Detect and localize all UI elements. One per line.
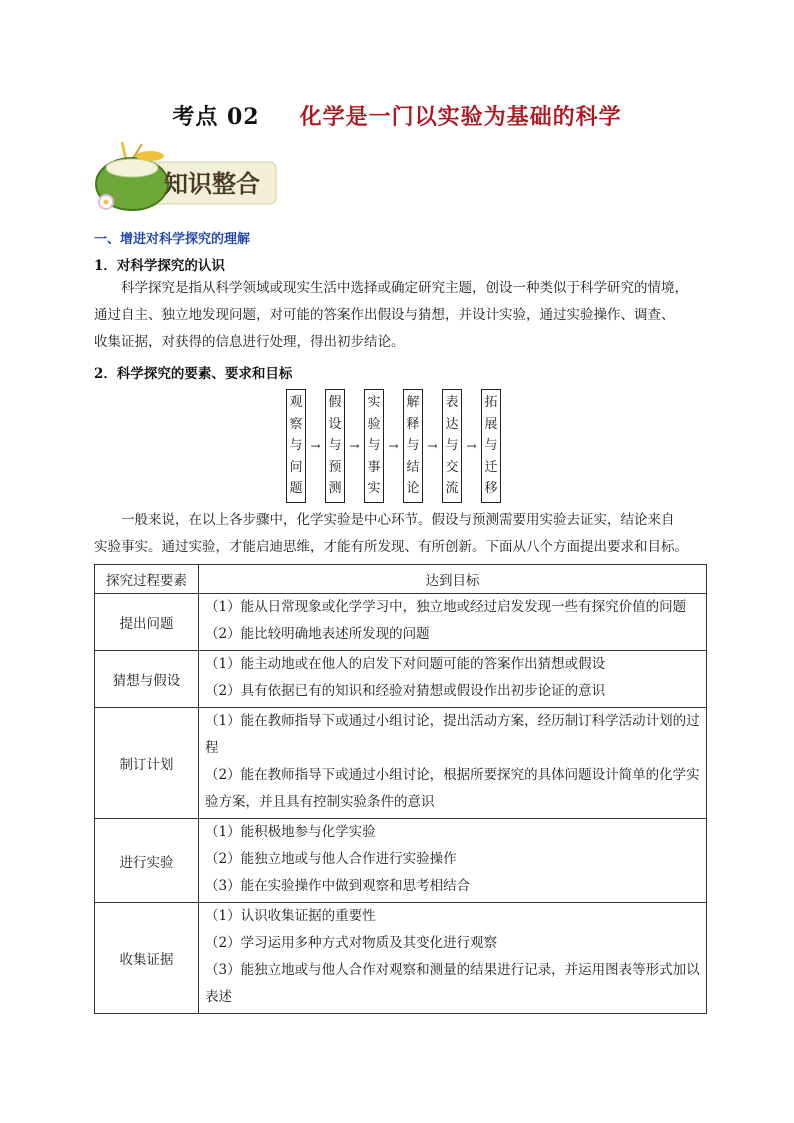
title-main: 化学是一门以实验为基础的科学	[299, 104, 622, 130]
target-item: （3）能独立地或与他人合作对观察和测量的结果进行记录，并运用图表等形式加以表述	[205, 962, 700, 1005]
element-cell: 收集证据	[95, 903, 199, 1014]
target-item: （2）能独立地或与他人合作进行实验操作	[205, 851, 457, 867]
target-item: （2）学习运用多种方式对物质及其变化进行观察	[205, 935, 498, 951]
target-item: （1）能主动地或在他人的启发下对问题可能的答案作出猜想或假设	[205, 656, 606, 672]
column-header: 达到目标	[199, 565, 707, 594]
knowledge-badge	[92, 140, 282, 216]
badge-text: 知识整合	[164, 170, 260, 198]
flow-step-experiment: 实 验 与 事 实	[364, 389, 384, 503]
subsection-heading-1: 1．对科学探究的认识	[94, 258, 225, 274]
target-item: （1）能在教师指导下或通过小组讨论，提出活动方案，经历制订科学活动计划的过程	[205, 713, 700, 756]
page-title	[0, 100, 794, 131]
table-header-row	[95, 565, 707, 594]
table-row	[95, 594, 707, 651]
flow-arrow-icon: →	[427, 438, 438, 453]
flow-arrow-icon: →	[466, 438, 477, 453]
table-row	[95, 819, 707, 903]
paragraph-2	[94, 507, 706, 561]
flow-arrow-icon: →	[388, 438, 399, 453]
subsection-heading-2: 2．科学探究的要素、要求和目标	[94, 366, 293, 382]
inquiry-goals-table	[94, 564, 707, 1014]
targets-cell	[199, 819, 707, 903]
inquiry-flow-diagram	[286, 389, 501, 503]
table-row	[95, 651, 707, 708]
targets-cell	[199, 708, 707, 819]
flow-step-hypothesize: 假 设 与 预 测	[325, 389, 345, 503]
targets-cell	[199, 651, 707, 708]
target-item: （1）认识收集证据的重要性	[205, 908, 376, 924]
target-item: （2）能在教师指导下或通过小组讨论，根据所要探究的具体问题设计简单的化学实验方案，并且具有控制实验条件的意识	[205, 767, 700, 810]
target-item: （2）具有依据已有的知识和经验对猜想或假设作出初步论证的意识	[205, 683, 606, 699]
element-cell: 制订计划	[95, 708, 199, 819]
paragraph-1	[94, 275, 706, 356]
flow-arrow-icon: →	[310, 438, 321, 453]
flow-step-communicate: 表 达 与 交 流	[442, 389, 462, 503]
table-row	[95, 708, 707, 819]
paragraph-line: 通过自主、独立地发现问题，对可能的答案作出假设与猜想，并设计实验，通过实验操作、调查、	[94, 307, 675, 323]
element-cell: 提出问题	[95, 594, 199, 651]
section-heading: 一、增进对科学探究的理解	[94, 232, 251, 247]
element-cell: 猜想与假设	[95, 651, 199, 708]
targets-cell	[199, 594, 707, 651]
paragraph-line: 实验事实。通过实验，才能启迪思维，才能有所发现、有所创新。下面从八个方面提出要求和目标。	[94, 539, 688, 555]
flow-step-extend: 拓 展 与 迁 移	[481, 389, 501, 503]
target-item: （1）能从日常现象或化学学习中，独立地或经过启发发现一些有探究价值的问题	[205, 599, 687, 615]
table-row	[95, 903, 707, 1014]
element-cell: 进行实验	[95, 819, 199, 903]
target-item: （2）能比较明确地表述所发现的问题	[205, 626, 430, 642]
flow-arrow-icon: →	[349, 438, 360, 453]
paragraph-line: 收集证据，对获得的信息进行处理，得出初步结论。	[94, 334, 405, 350]
straw-icon	[122, 142, 126, 160]
column-header: 探究过程要素	[95, 565, 199, 594]
paragraph-line: 科学探究是指从科学领域或现实生活中选择或确定研究主题，创设一种类似于科学研究的情境，	[121, 280, 688, 296]
flow-step-observe: 观 察 与 问 题	[286, 389, 306, 503]
umbrella-icon	[136, 151, 164, 161]
title-number: 考点 02	[172, 104, 260, 130]
targets-cell	[199, 903, 707, 1014]
target-item: （1）能积极地参与化学实验	[205, 824, 376, 840]
paragraph-line: 一般来说，在以上各步骤中，化学实验是中心环节。假设与预测需要用实验去证实，结论来自	[121, 512, 675, 528]
flow-step-explain: 解 释 与 结 论	[403, 389, 423, 503]
target-item: （3）能在实验操作中做到观察和思考相结合	[205, 878, 471, 894]
